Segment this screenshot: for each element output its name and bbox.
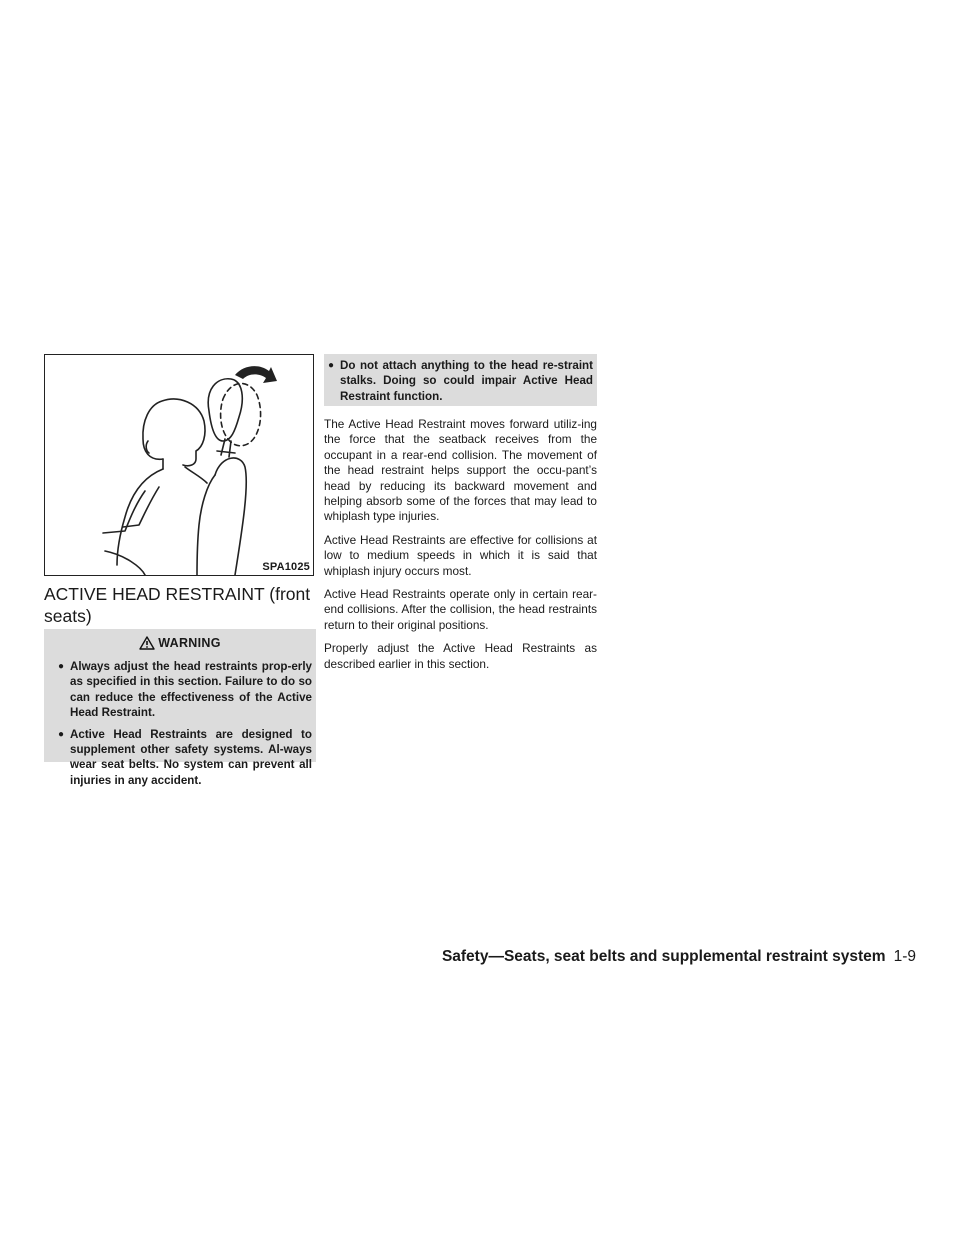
figure-code: SPA1025 — [262, 561, 310, 573]
section-title: ACTIVE HEAD RESTRAINT (front seats) — [44, 584, 311, 626]
bullet-icon: ● — [328, 360, 335, 371]
page-number: 1-9 — [893, 948, 916, 965]
paragraph: Active Head Restraints are effective for collisions at low to medium speeds in which it is said that whiplash injury occurs most. — [324, 532, 597, 578]
caution-list — [328, 358, 593, 410]
warning-label: WARNING — [158, 636, 221, 650]
paragraph: The Active Head Restraint moves forward utiliz-ing the force that the seatback receives from the occupant in a rear-end collision. The movement of the head restraint helps support the occu-pant’s head by reducing its backward movement and helping absorb some of the forces that may lead to whiplash type injuries. — [324, 417, 597, 524]
head-restraint-illustration — [45, 355, 313, 575]
forward-arrow-icon — [235, 366, 277, 383]
warning-box — [44, 629, 316, 787]
caution-box — [324, 354, 597, 406]
warning-list — [58, 659, 312, 794]
head-restraint-figure — [44, 354, 314, 576]
list-item: ● Always adjust the head restraints prop-erly as specified in this section. Failure to do so can reduce the effectiveness of the Active Head Restraint. — [58, 660, 312, 720]
page-footer — [420, 948, 916, 966]
paragraph: Properly adjust the Active Head Restraints as described earlier in this section. — [324, 641, 597, 671]
paragraph: Active Head Restraints operate only in certain rear-end collisions. After the collision, the head restraints return to their original positions. — [324, 587, 597, 632]
bullet-icon: ● — [58, 728, 65, 740]
list-item: ● Active Head Restraints are designed to supplement other safety systems. Al-ways wear seat belts. No system can prevent all injuries in any accident. — [58, 727, 312, 787]
warning-triangle-icon — [139, 636, 155, 650]
footer-section: Safety—Seats, seat belts and supplemental restraint system — [441, 948, 886, 965]
list-item: ● Do not attach anything to the head re-straint stalks. Doing so could impair Active Head Restraint function. — [328, 359, 593, 403]
body-text — [324, 417, 597, 680]
bullet-icon: ● — [58, 661, 65, 672]
warning-header — [44, 633, 316, 653]
